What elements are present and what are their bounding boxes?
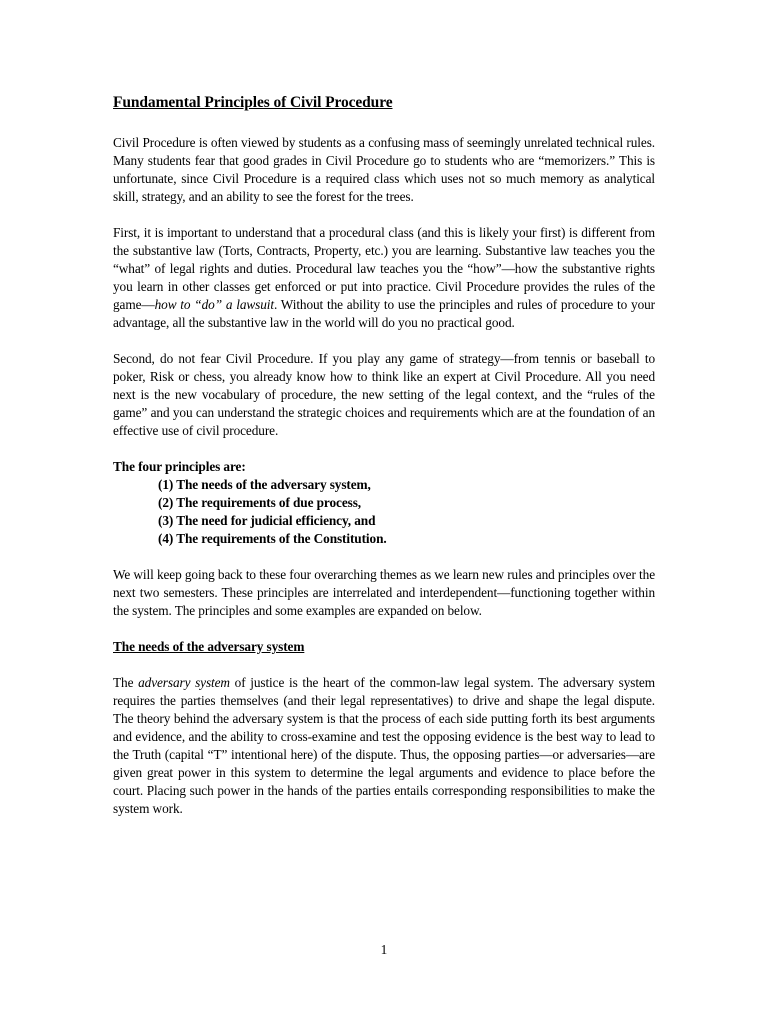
document-title: Fundamental Principles of Civil Procedure bbox=[113, 94, 393, 111]
principle-item: (4) The requirements of the Constitution. bbox=[158, 531, 387, 546]
para5-italic: adversary system bbox=[138, 675, 230, 690]
para2-text-start: First, it is important to understand that a procedural class (and this is likely your first) is different from the substantive law (Torts, Contracts, Property, etc.) you are learning. Substantive law teaches you the “what” of legal rights and duties. Procedural law teaches you the “how”—how the substantive rights you learn in other classes get enforced or put into practice. Civil Procedure provides the rules of the game— bbox=[113, 225, 655, 312]
section-heading-adversary-system: The needs of the adversary system bbox=[113, 639, 305, 654]
procedural-vs-substantive-paragraph bbox=[113, 224, 655, 332]
principle-item: (2) The requirements of due process, bbox=[158, 495, 361, 510]
overarching-themes-paragraph: We will keep going back to these four overarching themes as we learn new rules and principles over the next two semesters. These principles are interrelated and interdependent—functioning together within the system. The principles and some examples are expanded on below. bbox=[113, 567, 655, 618]
para5-text-end: of justice is the heart of the common-law legal system. The adversary system requires the parties themselves (and their legal representatives) to drive and shape the legal dispute. The theory behind the adversary system is that the process of each side putting forth its best arguments and evidence, and the ability to cross-examine and test the opposing evidence is the best way to lead to the Truth (capital “T” intentional here) of the dispute. Thus, the opposing parties—or adversaries—are given great power in this system to determine the legal arguments and evidence to place before the court. Placing such power in the hands of the parties entails corresponding responsibilities to make the system work. bbox=[113, 675, 655, 816]
intro-paragraph: Civil Procedure is often viewed by students as a confusing mass of seemingly unrelated technical rules. Many students fear that good grades in Civil Procedure go to students who are “memorizers.” This is unfortunate, since Civil Procedure is a required class which uses not so much memory as analytical skill, strategy, and an ability to see the forest for the trees. bbox=[113, 135, 655, 204]
para5-text-start: The bbox=[113, 675, 139, 690]
document-body bbox=[113, 92, 655, 836]
principle-item: (3) The need for judicial efficiency, and bbox=[158, 513, 376, 528]
principles-intro: The four principles are: bbox=[113, 459, 246, 474]
principles-list bbox=[158, 476, 655, 548]
page-number: 1 bbox=[380, 942, 388, 957]
do-not-fear-paragraph: Second, do not fear Civil Procedure. If you play any game of strategy—from tennis or baseball to poker, Risk or chess, you already know how to think like an expert at Civil Procedure. All you need next is the new vocabulary of procedure, the new setting of the legal context, and the “rules of the game” and you can understand the strategic choices and requirements which are at the foundation of an effective use of civil procedure. bbox=[113, 351, 655, 438]
para2-italic: how to “do” a lawsuit bbox=[154, 297, 274, 312]
para2-text-end: . Without the ability to use the principles and rules of procedure to your advantage, all the substantive law in the world will do you no practical good. bbox=[113, 297, 655, 330]
principle-item: (1) The needs of the adversary system, bbox=[158, 477, 371, 492]
adversary-system-paragraph bbox=[113, 674, 655, 818]
